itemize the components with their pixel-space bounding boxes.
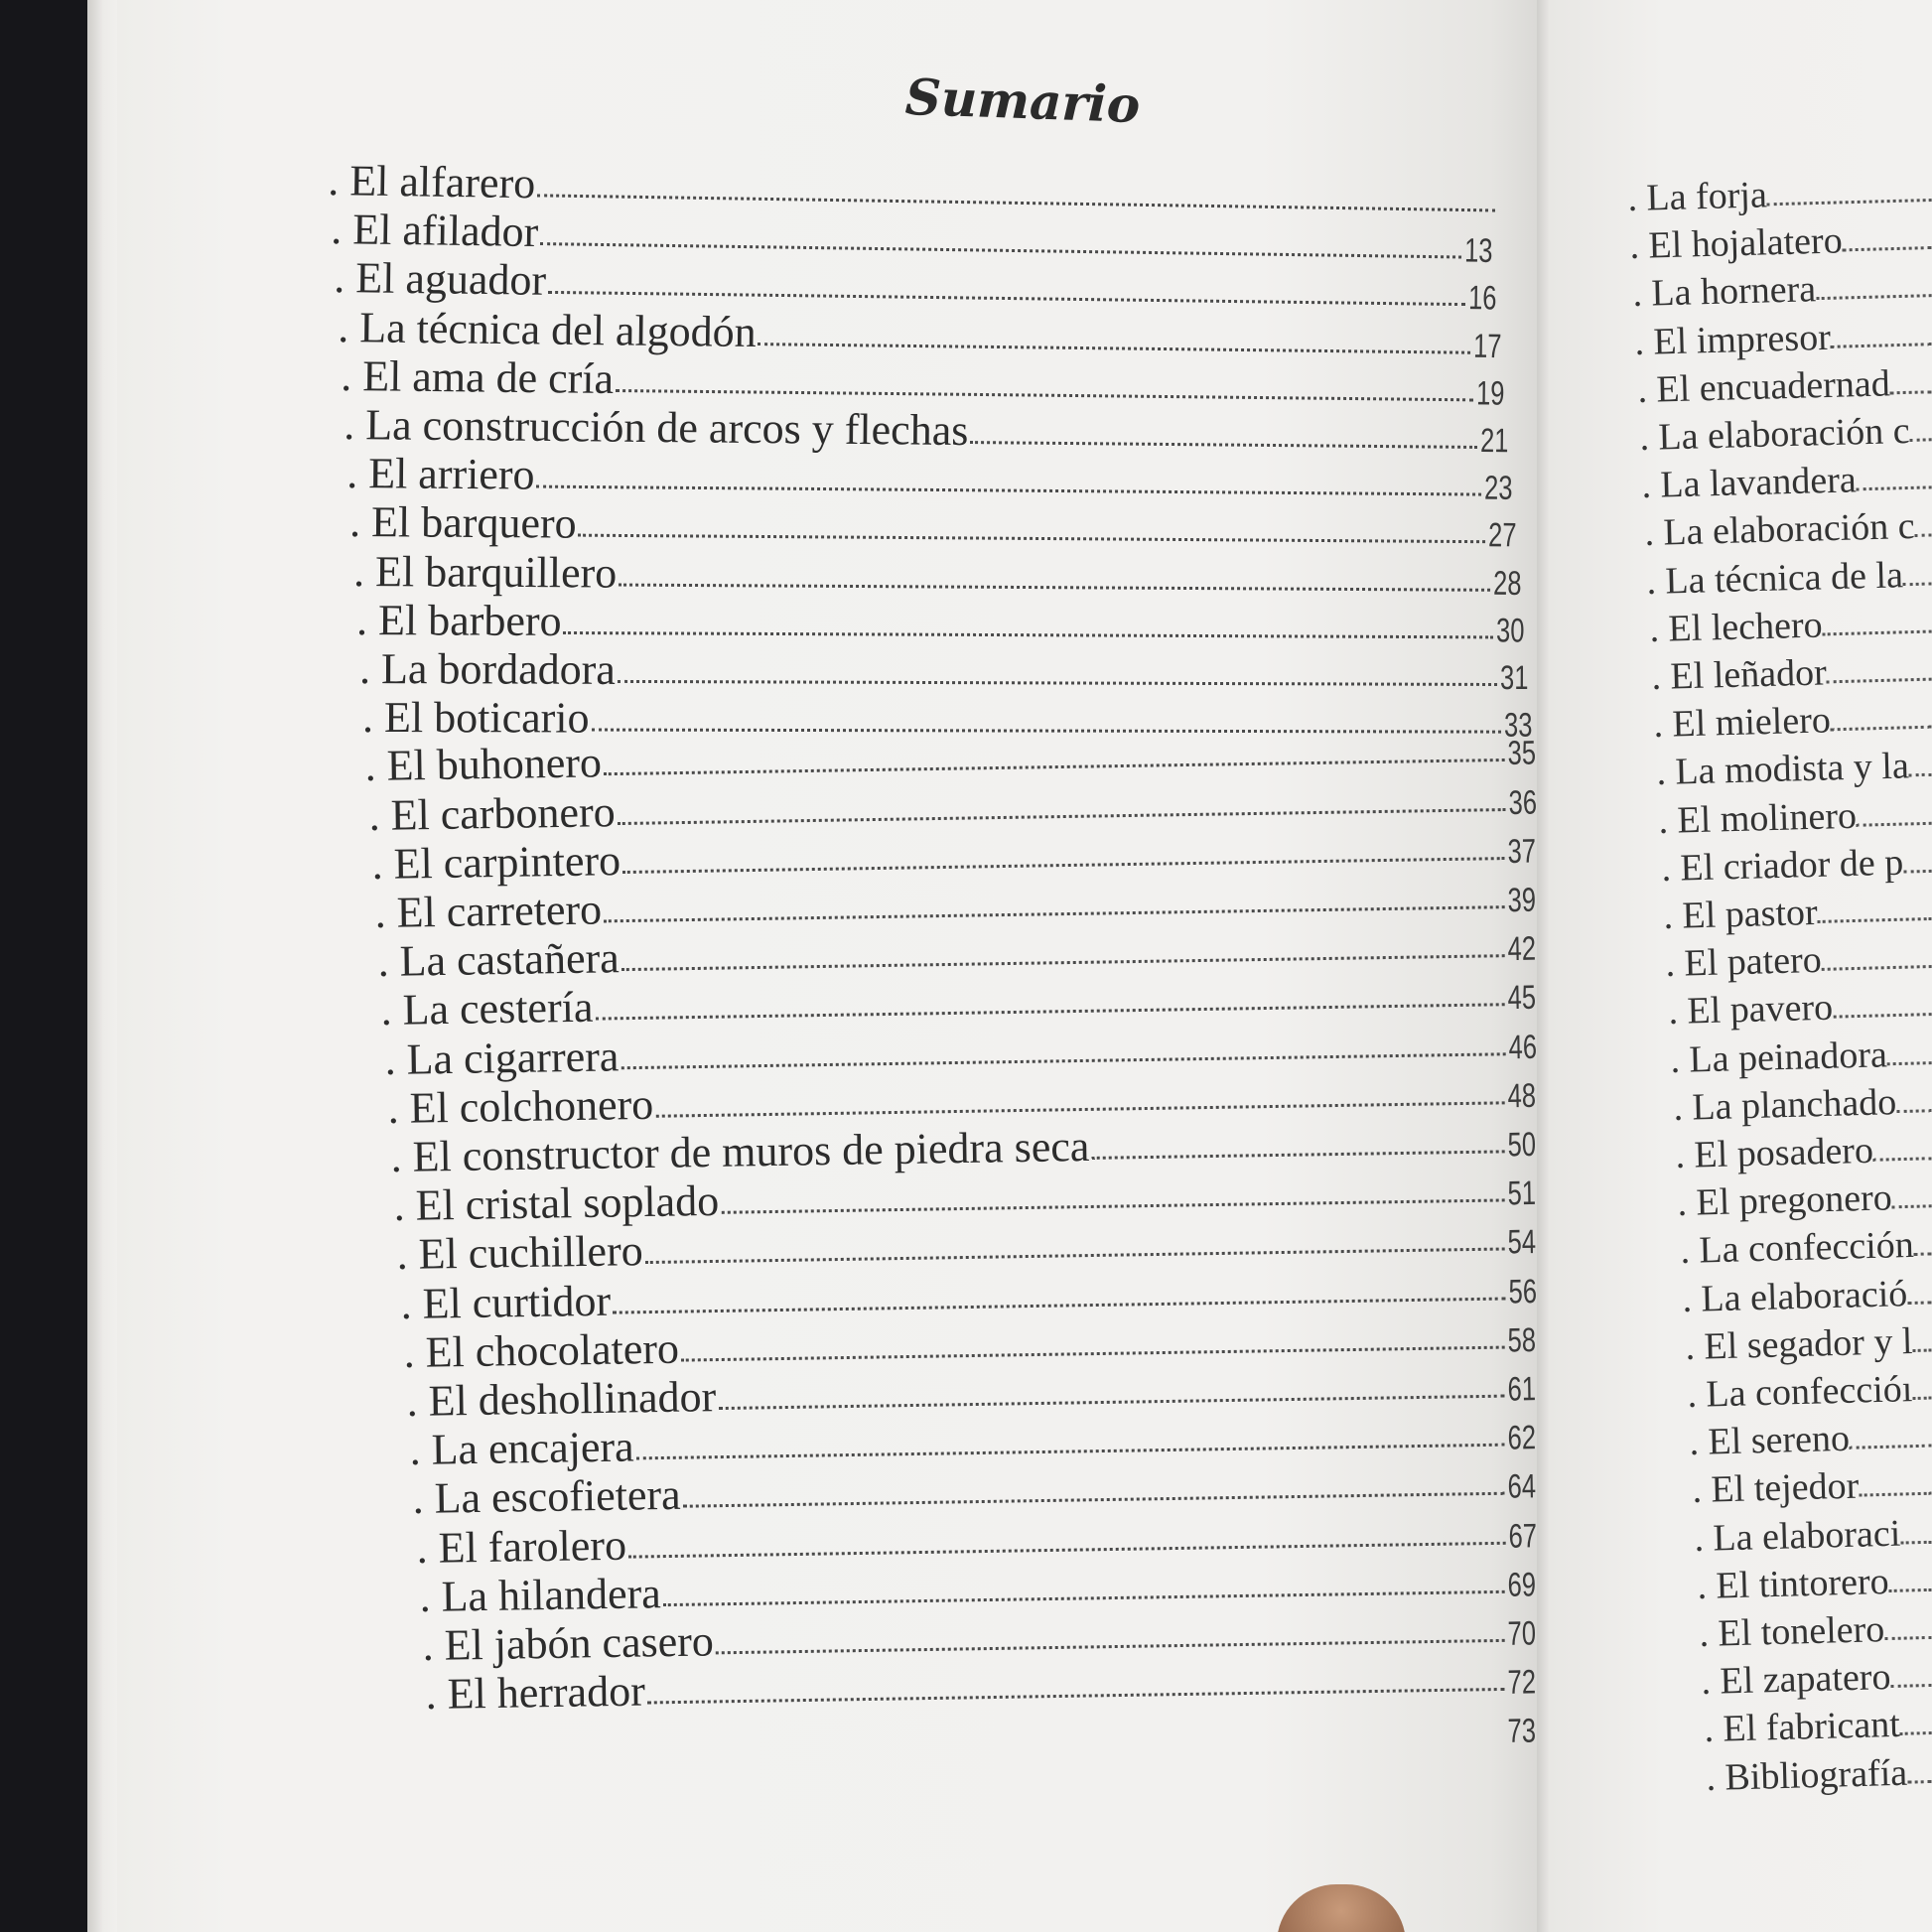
toc-right-entry-label: . La técnica de la [1646,553,1904,603]
toc-right-entry-label: . El zapatero [1701,1656,1892,1704]
leader-dots [1767,199,1932,206]
toc-entry-label: . El deshollinador [406,1372,717,1426]
toc-right-entry-label: . El lechero [1648,604,1823,650]
toc-entry-label: . La técnica del algodón [337,302,757,356]
toc-right-entry-label: . El impresor [1634,316,1832,363]
toc-entry-label: . El buhonero [364,738,603,791]
leader-dots [1903,582,1931,586]
leader-dots [1831,343,1931,348]
toc-right-entry [1655,741,1932,794]
leader-dots [1822,629,1931,635]
toc-right-entry-label: . El pastor [1662,891,1819,937]
toc-right-entry-label: . La lavandera [1641,459,1858,507]
toc-entry-label: . El colchonero [387,1079,654,1133]
toc-entry-label: . El aguador [334,253,547,306]
toc-right-entry [1687,1364,1932,1414]
toc-right-entry [1684,1315,1931,1368]
toc-page-number: 58 [1507,1320,1537,1360]
toc-entry-label: . El afilador [331,205,539,257]
toc-page-number: 48 [1507,1076,1537,1116]
toc-entry-label: . El arriero [346,449,535,499]
toc-page-number: 45 [1507,979,1537,1018]
toc-right-entry-label: . La confección [1679,1224,1915,1273]
toc-right-entry [1648,597,1931,650]
toc-right-entry [1663,885,1932,935]
toc-right-entry [1694,1507,1932,1560]
page-title: Sumario [903,67,1142,135]
toc-right-entry [1682,1268,1932,1318]
toc-page-number: 19 [1476,374,1505,413]
toc-page-number: 36 [1507,783,1537,822]
leader-dots [1907,1780,1931,1784]
toc-page-number: 61 [1507,1370,1537,1409]
toc-page-number: 72 [1507,1663,1537,1703]
leader-dots [1910,438,1932,442]
toc-right-entry [1665,932,1932,986]
toc-right-entry-label: . El sereno [1689,1417,1851,1464]
leader-dots [1857,821,1931,826]
toc-entry-label: . El ama de cría [340,350,615,403]
toc-entry-label: . El herrador [425,1666,646,1720]
leader-dots [1912,1348,1931,1352]
leader-dots [1901,1540,1932,1544]
leader-dots [1887,1061,1931,1065]
leader-dots [1891,1684,1932,1688]
toc-right-entry [1672,1076,1931,1127]
toc-right-entry [1667,980,1932,1034]
leader-dots [1909,773,1932,777]
toc-right-entry-label: . Bibliografía [1706,1751,1908,1799]
toc-entry-label: . El barquillero [352,546,618,598]
toc-right-entry [1680,1220,1932,1271]
toc-right-entry [1653,693,1932,747]
toc-right-entry-label: . La elaboració [1682,1272,1908,1320]
toc-entry-label: . La cestería [380,983,595,1035]
toc-page-number: 17 [1472,327,1501,365]
toc-right-entry [1639,405,1932,457]
toc-page-number: 69 [1507,1566,1537,1604]
leader-dots [1857,486,1931,491]
leader-dots [1900,1731,1932,1735]
leader-dots [1818,917,1932,923]
toc-entry-label: . El barbero [355,595,562,645]
leader-dots [1873,1157,1932,1162]
leader-dots [1822,965,1931,971]
toc-entry-label: . El alfarero [327,156,536,208]
toc-right-entry [1706,1747,1932,1797]
leader-dots [1889,390,1931,394]
toc-entry-label: . La construcción de arcos y flechas [343,400,969,456]
toc-right-entry [1660,837,1931,888]
toc-page-number: 21 [1480,421,1509,461]
toc-entry-label: . El curtidor [399,1276,611,1328]
toc-right-entry [1699,1603,1932,1653]
toc-right-entry [1629,213,1932,268]
leader-dots [1912,1397,1931,1401]
toc-right-entry [1636,357,1931,409]
toc-right-entry-label: . La elaboraci [1694,1512,1901,1560]
leader-dots [1843,246,1931,251]
toc-page-number: 67 [1507,1516,1537,1556]
toc-entry-label: . La escofietera [412,1470,682,1524]
toc-page-number: 56 [1507,1272,1537,1311]
toc-right-entry [1644,501,1932,553]
toc-right-entry [1632,262,1932,314]
toc-page-number: 16 [1468,279,1497,318]
toc-right-entry-label: . El mielero [1653,699,1832,747]
toc-right-entry [1691,1459,1932,1512]
toc-right-entry-label: . La confeccióı [1686,1368,1913,1416]
toc-page-number: 50 [1507,1125,1537,1165]
toc-right-entry [1677,1173,1932,1223]
toc-right-entry [1703,1699,1932,1751]
toc-entry-label: . El cuchillero [396,1226,644,1280]
toc-right-entry-label: . El criador de p [1660,841,1904,890]
toc-entry-label: . El cristal soplado [393,1176,720,1231]
toc-right-entry [1689,1412,1932,1464]
toc-right-entry-label: . La peinadora [1670,1033,1888,1081]
toc-right-entry-label: . La elaboración c [1643,505,1915,555]
toc-right-entry-label: . La modista y la [1655,745,1910,794]
toc-entry-label: . La cigarrera [383,1031,620,1084]
toc-right-entry [1658,788,1932,842]
leader-dots [1908,1301,1932,1305]
toc-entry-label: . La castañera [377,933,621,987]
toc-right-entry-label: . La forja [1626,174,1768,219]
leader-dots [1914,1253,1932,1256]
toc-right-entry-label: . El pregonero [1677,1176,1893,1225]
toc-page-number: 39 [1507,881,1537,920]
leader-dots [1827,678,1932,684]
leader-dots [1896,1109,1932,1113]
toc-right-entry-label: . La elaboración c [1638,409,1911,459]
toc-page-number: 51 [1507,1174,1537,1213]
toc-right-entry-label: . El pavero [1667,987,1834,1034]
toc-page-number: 42 [1507,929,1537,969]
toc-entry-label: . El carbonero [367,786,616,840]
toc-right-entry-label: . La hornera [1631,268,1817,316]
toc-page-number: 46 [1507,1028,1537,1066]
toc-page-number: 27 [1488,516,1517,555]
leader-dots [1831,726,1931,732]
toc-entry-label: . La bordadora [358,644,616,694]
leader-dots [1833,1013,1932,1019]
toc-right-entry-label: . El leñador [1650,651,1828,698]
toc-right-entry [1641,454,1932,505]
toc-right-entry [1627,166,1932,217]
toc-entry-label: . La hilandera [419,1568,661,1621]
toc-entry-label: . El barquero [349,497,578,549]
toc-right-entry-label: . El tonelero [1698,1608,1885,1655]
leader-dots [1915,534,1932,537]
toc-page-number: 28 [1492,564,1521,603]
toc-page-number: 31 [1500,659,1529,698]
leader-dots [1888,1588,1931,1592]
toc-page-number: 64 [1507,1467,1537,1507]
toc-page-number: 35 [1507,734,1537,773]
toc-right-entry-label: . La planchado [1672,1080,1897,1129]
toc-entry-label: . La encajera [409,1422,635,1475]
toc-page-number: 23 [1484,469,1513,508]
toc-right-entry [1670,1029,1932,1079]
toc-right-entry [1696,1556,1931,1605]
leader-dots [1816,295,1932,301]
toc-page-number: 37 [1507,832,1537,871]
toc-page-number: 30 [1496,612,1525,650]
toc-right-entry-label: . El segador y l [1684,1319,1913,1368]
toc-right-entry-label: . El patero [1665,939,1823,986]
toc-right-entry [1701,1651,1932,1704]
toc-page-number: 54 [1507,1223,1537,1262]
leader-dots [1859,1492,1931,1497]
toc-right-entry-label: . El posadero [1674,1129,1874,1176]
toc-right-entry-label: . El tejedor [1691,1465,1860,1512]
toc-right-entry-label: . El fabricant [1703,1704,1901,1751]
toc-page-number: 73 [1507,1712,1537,1751]
toc-entry-label: . El jabón casero [422,1616,715,1670]
toc-right-entry-label: . El tintorero [1696,1560,1889,1607]
toc-right-entry-label: . El hojalatero [1629,219,1844,268]
toc-right-entry [1675,1124,1932,1174]
toc-right-entry [1651,645,1932,696]
toc-right-entry-label: . El molinero [1658,794,1858,842]
toc-page-number: 33 [1504,706,1533,745]
leader-dots [1892,1205,1931,1209]
leader-dots [1851,1445,1932,1449]
toc-entry-label: . El carpintero [371,835,621,889]
toc-right-entry-label: . El encuadernad [1636,362,1890,411]
toc-page-number: 62 [1507,1419,1537,1457]
toc-entry-label: . El constructor de muros de piedra seca [390,1121,1090,1181]
leader-dots [1884,1636,1931,1640]
toc-right-entry [1634,310,1932,361]
leader-dots [1903,870,1932,874]
toc-page-number: 13 [1464,231,1493,271]
toc-right-entry [1646,549,1932,603]
toc-page-number: 70 [1507,1614,1537,1653]
toc-entry-label: . El boticario [362,693,590,743]
toc-entry-label: . El chocolatero [403,1323,680,1377]
toc-entry-label: . El farolero [415,1520,626,1573]
toc-entry-label: . El carretero [374,885,603,937]
